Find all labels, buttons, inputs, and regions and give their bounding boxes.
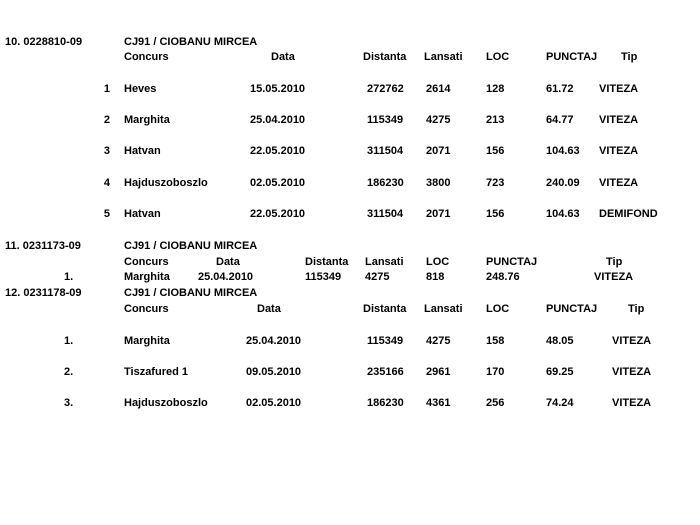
cell-punctaj: 61.72 bbox=[546, 83, 574, 95]
cell-loc: 723 bbox=[486, 177, 505, 189]
row-number: 1 bbox=[103, 83, 110, 95]
cell-loc: 158 bbox=[486, 335, 505, 347]
cell-concurs: Hatvan bbox=[124, 145, 161, 157]
cell-loc: 256 bbox=[486, 397, 505, 409]
cell-concurs: Marghita bbox=[124, 114, 170, 126]
header-concurs: Concurs bbox=[124, 303, 169, 315]
cell-tip: VITEZA bbox=[599, 83, 639, 95]
cell-tip: VITEZA bbox=[612, 335, 652, 347]
header-distanta: Distanta bbox=[363, 303, 407, 315]
cell-loc: 156 bbox=[486, 145, 505, 157]
cell-distanta: 186230 bbox=[367, 397, 404, 409]
cell-lansati: 4275 bbox=[426, 114, 451, 126]
cell-concurs: Marghita bbox=[124, 271, 170, 283]
header-concurs: Concurs bbox=[124, 51, 169, 63]
cell-distanta: 115349 bbox=[367, 335, 404, 347]
entry-id: 12. 0231178-09 bbox=[5, 287, 82, 299]
cell-distanta: 115349 bbox=[305, 271, 342, 283]
cell-lansati: 2961 bbox=[426, 366, 451, 378]
cell-distanta: 272762 bbox=[367, 83, 404, 95]
cell-distanta: 311504 bbox=[367, 145, 404, 157]
cell-lansati: 4275 bbox=[426, 335, 451, 347]
row-number: 1. bbox=[64, 335, 74, 347]
cell-loc: 128 bbox=[486, 83, 505, 95]
cell-punctaj: 240.09 bbox=[546, 177, 580, 189]
cell-concurs: Marghita bbox=[124, 335, 170, 347]
cell-tip: VITEZA bbox=[612, 397, 652, 409]
cell-lansati: 4361 bbox=[426, 397, 451, 409]
cell-data: 22.05.2010 bbox=[250, 145, 306, 157]
header-loc: LOC bbox=[486, 51, 510, 63]
header-tip: Tip bbox=[621, 51, 638, 63]
cell-punctaj: 74.24 bbox=[546, 397, 574, 409]
cell-loc: 170 bbox=[486, 366, 505, 378]
header-distanta: Distanta bbox=[305, 256, 349, 268]
header-data: Data bbox=[271, 51, 295, 63]
cell-data: 15.05.2010 bbox=[250, 83, 306, 95]
cell-punctaj: 64.77 bbox=[546, 114, 574, 126]
cell-lansati: 2614 bbox=[426, 83, 451, 95]
cell-concurs: Hatvan bbox=[124, 208, 161, 220]
row-number: 2 bbox=[103, 114, 110, 126]
entry-owner: CJ91 / CIOBANU MIRCEA bbox=[124, 36, 258, 48]
header-punctaj: PUNCTAJ bbox=[486, 256, 538, 268]
header-tip: Tip bbox=[628, 303, 645, 315]
cell-distanta: 186230 bbox=[367, 177, 404, 189]
cell-tip: DEMIFOND bbox=[599, 208, 658, 220]
header-punctaj: PUNCTAJ bbox=[546, 51, 598, 63]
cell-tip: VITEZA bbox=[599, 114, 639, 126]
cell-tip: VITEZA bbox=[599, 177, 639, 189]
header-lansati: Lansati bbox=[424, 51, 463, 63]
row-number: 3. bbox=[64, 397, 74, 409]
cell-tip: VITEZA bbox=[612, 366, 652, 378]
row-number: 3 bbox=[103, 145, 110, 157]
header-lansati: Lansati bbox=[424, 303, 463, 315]
header-loc: LOC bbox=[486, 303, 510, 315]
cell-data: 25.04.2010 bbox=[198, 271, 254, 283]
cell-lansati: 4275 bbox=[365, 271, 390, 283]
header-tip: Tip bbox=[606, 256, 623, 268]
cell-punctaj: 248.76 bbox=[486, 271, 520, 283]
header-data: Data bbox=[216, 256, 240, 268]
entry-id: 10. 0228810-09 bbox=[5, 36, 83, 48]
cell-punctaj: 104.63 bbox=[546, 208, 580, 220]
cell-distanta: 115349 bbox=[367, 114, 404, 126]
cell-lansati: 2071 bbox=[426, 208, 451, 220]
header-data: Data bbox=[257, 303, 281, 315]
cell-data: 22.05.2010 bbox=[250, 208, 306, 220]
cell-punctaj: 104.63 bbox=[546, 145, 580, 157]
cell-data: 09.05.2010 bbox=[246, 366, 302, 378]
cell-lansati: 3800 bbox=[426, 177, 451, 189]
cell-punctaj: 48.05 bbox=[546, 335, 574, 347]
cell-lansati: 2071 bbox=[426, 145, 451, 157]
cell-data: 02.05.2010 bbox=[246, 397, 302, 409]
cell-tip: VITEZA bbox=[594, 271, 634, 283]
header-lansati: Lansati bbox=[365, 256, 404, 268]
entry-id: 11. 0231173-09 bbox=[5, 240, 81, 252]
header-punctaj: PUNCTAJ bbox=[546, 303, 598, 315]
cell-loc: 156 bbox=[486, 208, 505, 220]
cell-data: 25.04.2010 bbox=[246, 335, 302, 347]
row-number: 4 bbox=[103, 177, 110, 189]
entry-owner: CJ91 / CIOBANU MIRCEA bbox=[124, 240, 258, 252]
cell-concurs: Tiszafured 1 bbox=[124, 366, 188, 378]
header-concurs: Concurs bbox=[124, 256, 169, 268]
cell-loc: 818 bbox=[426, 271, 445, 283]
cell-distanta: 311504 bbox=[367, 208, 404, 220]
entry-owner: CJ91 / CIOBANU MIRCEA bbox=[124, 287, 258, 299]
cell-concurs: Hajduszoboszlo bbox=[124, 177, 208, 189]
cell-data: 02.05.2010 bbox=[250, 177, 306, 189]
cell-concurs: Heves bbox=[124, 83, 157, 95]
cell-tip: VITEZA bbox=[599, 145, 639, 157]
row-number: 1. bbox=[64, 271, 74, 283]
row-number: 2. bbox=[64, 366, 74, 378]
cell-punctaj: 69.25 bbox=[546, 366, 574, 378]
cell-concurs: Hajduszoboszlo bbox=[124, 397, 208, 409]
cell-loc: 213 bbox=[486, 114, 505, 126]
row-number: 5 bbox=[103, 208, 110, 220]
cell-distanta: 235166 bbox=[367, 366, 404, 378]
cell-data: 25.04.2010 bbox=[250, 114, 306, 126]
header-loc: LOC bbox=[426, 256, 450, 268]
header-distanta: Distanta bbox=[363, 51, 407, 63]
